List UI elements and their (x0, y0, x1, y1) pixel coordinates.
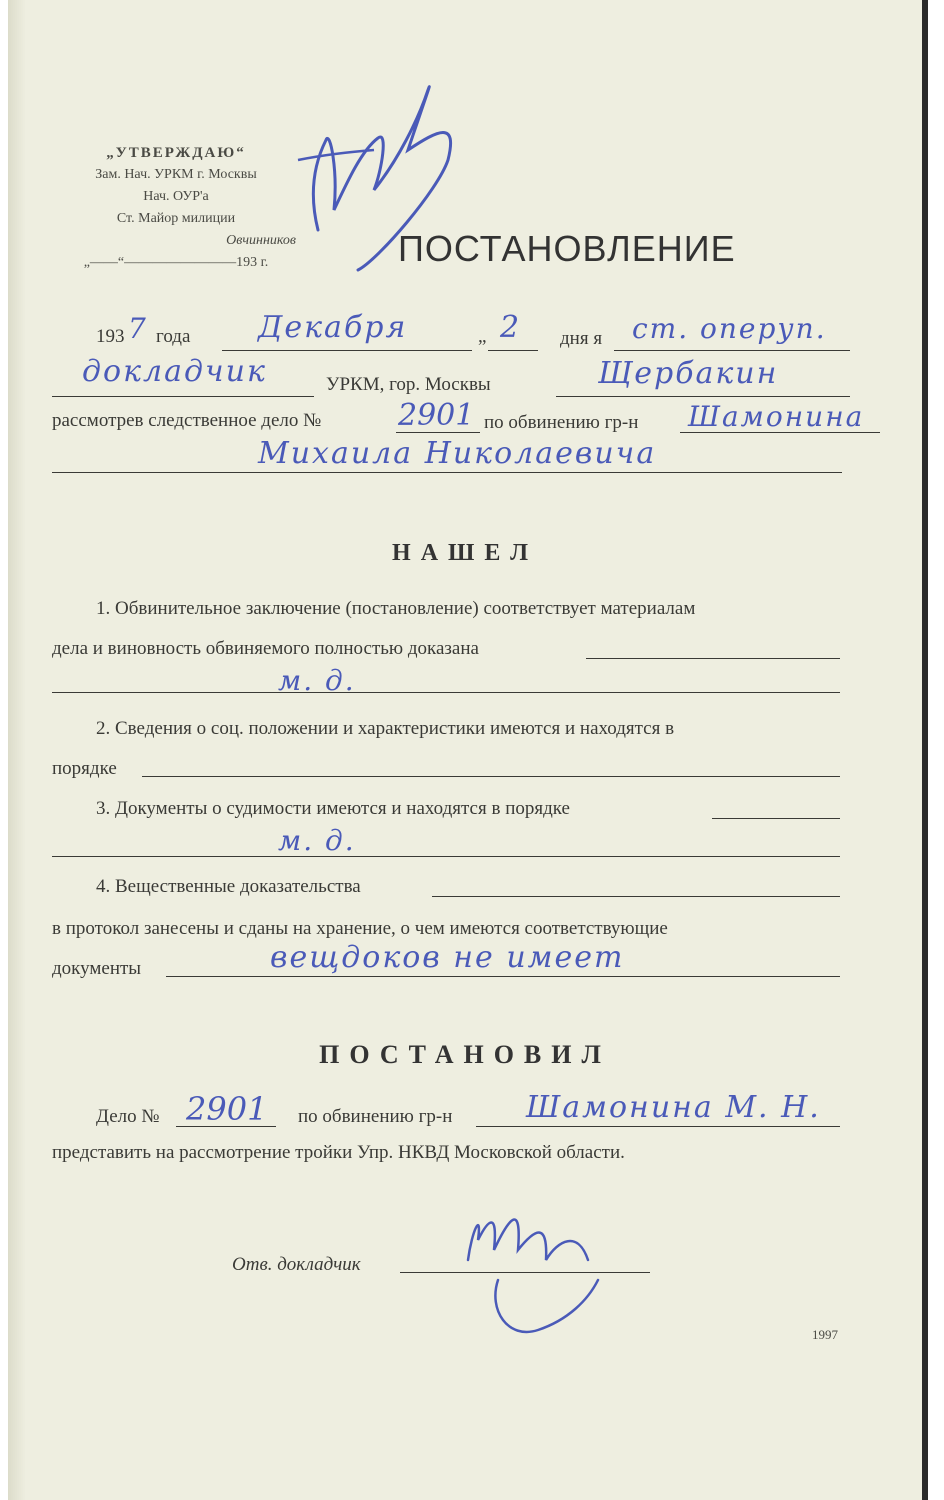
decided-case-label: Дело № (96, 1106, 160, 1127)
position-value: докладчик (82, 354, 267, 389)
day-label: дня я (560, 328, 603, 349)
year-prefix: 193 (96, 326, 125, 347)
decided-charge-label: по обвинению гр-н (298, 1106, 453, 1127)
month-value: Декабря (258, 310, 408, 345)
page-number: 1997 (812, 1327, 838, 1342)
found-p2-line2: порядке (52, 758, 117, 779)
page-fold (8, 0, 26, 1500)
org-label: УРКМ, гор. Москвы (326, 374, 491, 395)
found-p2-line1: 2. Сведения о соц. положении и характеристики имеются и находятся в (96, 718, 675, 739)
approval-date: „——“————————193 г. (83, 255, 269, 270)
year-label: года (156, 326, 191, 347)
approval-stamp: „УТВЕРЖДАЮ“ (106, 145, 246, 161)
decided-case-number: 2901 (186, 1090, 268, 1128)
day-value: 2 (500, 310, 522, 345)
page-edge (922, 0, 928, 1500)
found-p1-hand: м. д. (278, 664, 356, 697)
document-page: „УТВЕРЖДАЮ“ Зам. Нач. УРКМ г. Москвы Нач. ОУР'а Ст. Майор милиции Овчинников „——“————————193 г. ПОСТАНОВЛЕНИЕ 193 7 года Декабря „ 2 дня я ст. оперуп. докладчик УРКМ, гор. Москвы Щербакин рассмотрев следственное дело № 2901 по обвинению гр-н Шамонина Михаила Николаевича НАШЕЛ 1. Обвинительное заключение (постановление) соответствует материалам дела и виновность обвиняемого полностью доказана м. д. 2. Сведения о соц. положении и характеристики имеются и находятся в порядке 3. Документы о судимости имеются и находятся в порядке м. д. 4. Вещественные доказательства в протокол занесены и сданы на хранение, о чем имеются соответствующие документы вещдоков не имеет ПОСТАНОВИЛ Дело № 2901 по обвинению гр-н Шамонина М. Н. представить на рассмотрение тройки Упр. НКВД Московской области. Отв. докладчик 1997 (8, 0, 922, 1500)
accused-name-patronymic: Михаила Николаевича (258, 436, 657, 471)
found-p3: 3. Документы о судимости имеются и находятся в порядке (96, 798, 570, 819)
accused-surname: Шамонина (688, 400, 865, 433)
signature-bottom-image (438, 1180, 638, 1350)
year-digit: 7 (128, 312, 148, 345)
found-p4-line2: в протокол занесены и сданы на хранение, о чем имеются соответствующие (52, 918, 668, 939)
decided-accused: Шамонина М. Н. (526, 1090, 821, 1125)
officer-name: Щербакин (598, 356, 779, 391)
approval-block (56, 142, 296, 274)
approval-line-2: Нач. ОУР'а (143, 189, 209, 204)
decided-text: представить на рассмотрение тройки Упр. НКВД Московской области. (52, 1142, 625, 1163)
found-p4-line3: документы (52, 958, 142, 979)
found-p1-line1: 1. Обвинительное заключение (постановление) соответствует материалам (96, 598, 696, 619)
approval-line-1: Зам. Нач. УРКМ г. Москвы (95, 167, 257, 182)
considered-label: рассмотрев следственное дело № (52, 410, 322, 431)
rank-value: ст. оперуп. (632, 312, 827, 345)
signoff-label: Отв. докладчик (232, 1254, 361, 1275)
found-heading: НАШЕЛ (392, 540, 538, 566)
found-p4-hand: вещдоков не имеет (270, 940, 625, 975)
document-title: ПОСТАНОВЛЕНИЕ (398, 228, 736, 269)
found-p3-hand: м. д. (278, 824, 356, 857)
found-p4-line1: 4. Вещественные доказательства (96, 876, 361, 897)
approval-line-3: Ст. Майор милиции (116, 211, 236, 226)
charge-label: по обвинению гр-н (484, 412, 639, 433)
approval-name: Овчинников (226, 233, 296, 248)
found-p1-line2: дела и виновность обвиняемого полностью доказана (52, 638, 479, 659)
decided-heading: ПОСТАНОВИЛ (319, 1040, 611, 1069)
case-number: 2901 (398, 398, 475, 433)
